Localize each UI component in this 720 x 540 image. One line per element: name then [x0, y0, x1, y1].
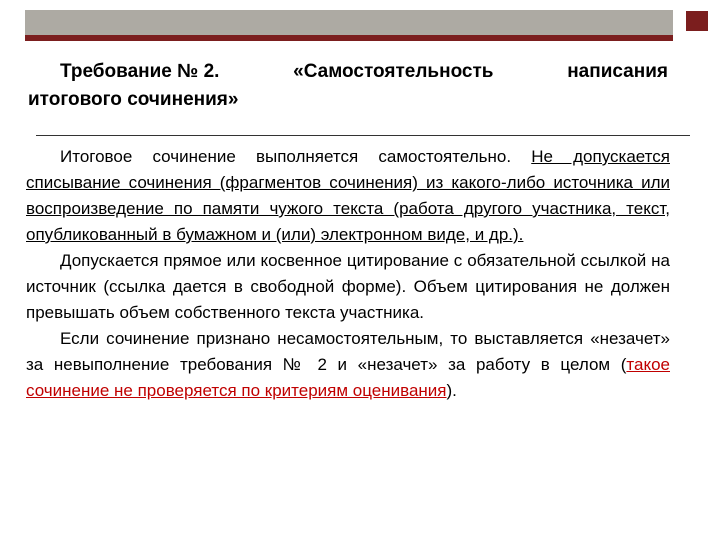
corner-square: [686, 11, 708, 31]
slide-title: [28, 58, 668, 114]
paragraph-3-after: ).: [446, 381, 457, 400]
title-line-1: [28, 58, 668, 86]
paragraph-1: [26, 144, 670, 248]
paragraph-1-intro: Итоговое сочинение выполняется самостоятельно.: [60, 147, 532, 166]
title-line-2: итогового сочинения»: [28, 89, 239, 110]
header-band: [25, 10, 673, 41]
paragraph-3: [26, 326, 670, 404]
title-part-1: Требование № 2.: [60, 61, 220, 82]
paragraph-2: Допускается прямое или косвенное цитирование с обязательной ссылкой на источник (ссылка дается в свободной форме). Объем цитирования не должен превышать объем собственного текста участника.: [26, 251, 670, 322]
slide-body: [26, 144, 670, 404]
title-part-2: «Самостоятельность: [293, 61, 494, 82]
title-part-3: написания: [567, 61, 668, 82]
paragraph-3-highlight: такое сочинение не проверяется по критериям оценивания: [26, 355, 670, 400]
paragraph-1-underlined: Не допускается списывание сочинения (фрагментов сочинения) из какого-либо источника или воспроизведение по памяти чужого текста (работа другого участника, текст, опубликованный в бумажном и (или) электронном виде, и др.).: [26, 147, 670, 244]
paragraph-3-before: Если сочинение признано несамостоятельным, то выставляется «незачет» за невыполнение требования № 2 и «незачет» за работу в целом (: [26, 329, 670, 374]
title-divider: [36, 135, 690, 136]
